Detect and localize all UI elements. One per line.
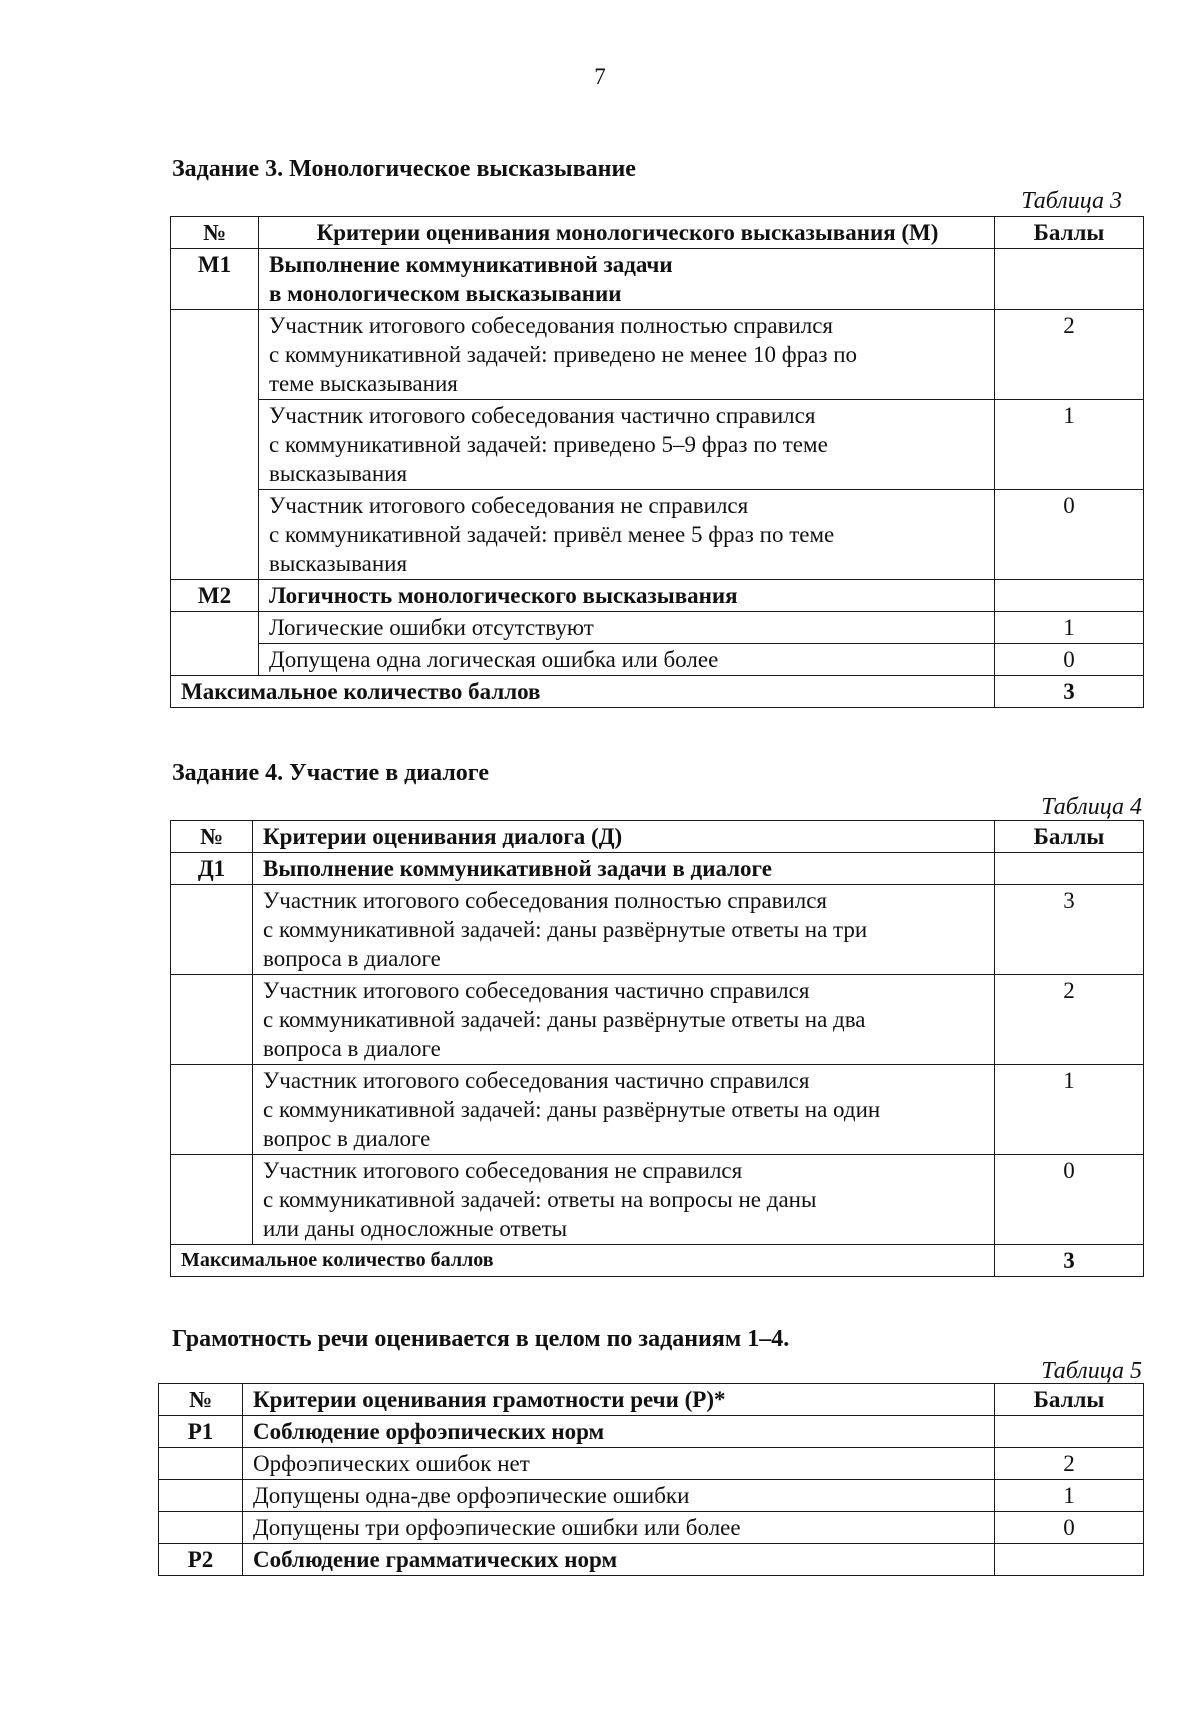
row-criteria: Соблюдение орфоэпических норм (243, 1416, 995, 1448)
row-criteria: Участник итогового собеседования полностью справился с коммуникативной задачей: даны развёрнутые ответы на три вопроса в диалоге (253, 885, 995, 975)
section5-heading: Грамотность речи оценивается в целом по заданиям 1–4. (172, 1326, 790, 1352)
header-criteria: Критерии оценивания грамотности речи (Р)* (243, 1384, 995, 1416)
header-num: № (159, 1384, 243, 1416)
max-value: 3 (995, 676, 1144, 708)
row-criteria: Допущена одна логическая ошибка или более (259, 644, 995, 676)
row-score: 2 (995, 1448, 1144, 1480)
row-criteria: Выполнение коммуникативной задачи в монологическом высказывании (259, 249, 995, 310)
table-row (171, 975, 1144, 1065)
table-max-row (171, 1245, 1144, 1277)
row-num: Р1 (159, 1416, 243, 1448)
max-label: Максимальное количество баллов (171, 676, 995, 708)
table-row (171, 853, 1144, 885)
table-row (171, 612, 1144, 644)
row-num: Д1 (171, 853, 253, 885)
row-score (995, 1544, 1144, 1576)
row-num (171, 1065, 253, 1155)
row-score: 0 (995, 644, 1144, 676)
row-num (171, 310, 259, 580)
table-row (171, 885, 1144, 975)
table-row (171, 310, 1144, 400)
table3-caption: Таблица 3 (1021, 188, 1122, 214)
row-score (995, 853, 1144, 885)
row-score (995, 1416, 1144, 1448)
row-num (171, 612, 259, 676)
row-criteria: Выполнение коммуникативной задачи в диалоге (253, 853, 995, 885)
table-row (159, 1480, 1144, 1512)
row-num (171, 1155, 253, 1245)
table-row (159, 1448, 1144, 1480)
table5 (158, 1383, 1144, 1576)
header-score: Баллы (995, 821, 1144, 853)
table-row (171, 1155, 1144, 1245)
row-score: 2 (995, 975, 1144, 1065)
page-number: 7 (594, 64, 606, 89)
row-score: 0 (995, 490, 1144, 580)
row-num: Р2 (159, 1544, 243, 1576)
row-criteria: Логические ошибки отсутствуют (259, 612, 995, 644)
table-row (171, 644, 1144, 676)
row-num: М2 (171, 580, 259, 612)
row-score: 1 (995, 1065, 1144, 1155)
table5-caption: Таблица 5 (1041, 1358, 1142, 1384)
table-row (159, 1544, 1144, 1576)
table-row (171, 490, 1144, 580)
row-criteria: Участник итогового собеседования частично справился с коммуникативной задачей: даны развёрнутые ответы на один вопрос в диалоге (253, 1065, 995, 1155)
header-score: Баллы (995, 217, 1144, 249)
table-row (159, 1416, 1144, 1448)
table-row (171, 400, 1144, 490)
section3-heading: Задание 3. Монологическое высказывание (172, 156, 636, 182)
row-criteria: Участник итогового собеседования частично справился с коммуникативной задачей: даны развёрнутые ответы на два вопроса в диалоге (253, 975, 995, 1065)
header-criteria: Критерии оценивания монологического высказывания (М) (259, 217, 995, 249)
header-num: № (171, 821, 253, 853)
header-num: № (171, 217, 259, 249)
table-row (171, 1065, 1144, 1155)
table-max-row (171, 676, 1144, 708)
row-score: 1 (995, 400, 1144, 490)
table-row (171, 249, 1144, 310)
header-criteria: Критерии оценивания диалога (Д) (253, 821, 995, 853)
table4 (170, 820, 1144, 1277)
row-criteria: Участник итогового собеседования полностью справился с коммуникативной задачей: приведено не менее 10 фраз по теме высказывания (259, 310, 995, 400)
header-score: Баллы (995, 1384, 1144, 1416)
row-score (995, 249, 1144, 310)
section4-heading: Задание 4. Участие в диалоге (172, 760, 490, 786)
row-score (995, 580, 1144, 612)
row-num (159, 1448, 243, 1480)
row-score: 1 (995, 612, 1144, 644)
table-header-row (171, 821, 1144, 853)
row-criteria: Допущены три орфоэпические ошибки или более (243, 1512, 995, 1544)
max-label: Максимальное количество баллов (171, 1245, 995, 1277)
row-score: 0 (995, 1512, 1144, 1544)
table4-caption: Таблица 4 (1041, 794, 1142, 820)
table-row (159, 1512, 1144, 1544)
table-header-row (171, 217, 1144, 249)
row-num: М1 (171, 249, 259, 310)
row-num (159, 1512, 243, 1544)
row-criteria: Участник итогового собеседования не справился с коммуникативной задачей: привёл менее 5 фраз по теме высказывания (259, 490, 995, 580)
row-criteria: Участник итогового собеседования не справился с коммуникативной задачей: ответы на вопросы не даны или даны односложные ответы (253, 1155, 995, 1245)
table-header-row (159, 1384, 1144, 1416)
row-num (171, 975, 253, 1065)
row-num (159, 1480, 243, 1512)
row-criteria: Логичность монологического высказывания (259, 580, 995, 612)
table-row (171, 580, 1144, 612)
row-score: 1 (995, 1480, 1144, 1512)
max-value: 3 (995, 1245, 1144, 1277)
table3 (170, 216, 1144, 708)
row-criteria: Допущены одна-две орфоэпические ошибки (243, 1480, 995, 1512)
row-score: 2 (995, 310, 1144, 400)
row-criteria: Соблюдение грамматических норм (243, 1544, 995, 1576)
row-score: 0 (995, 1155, 1144, 1245)
row-num (171, 885, 253, 975)
row-criteria: Участник итогового собеседования частично справился с коммуникативной задачей: приведено 5–9 фраз по теме высказывания (259, 400, 995, 490)
row-criteria: Орфоэпических ошибок нет (243, 1448, 995, 1480)
row-score: 3 (995, 885, 1144, 975)
